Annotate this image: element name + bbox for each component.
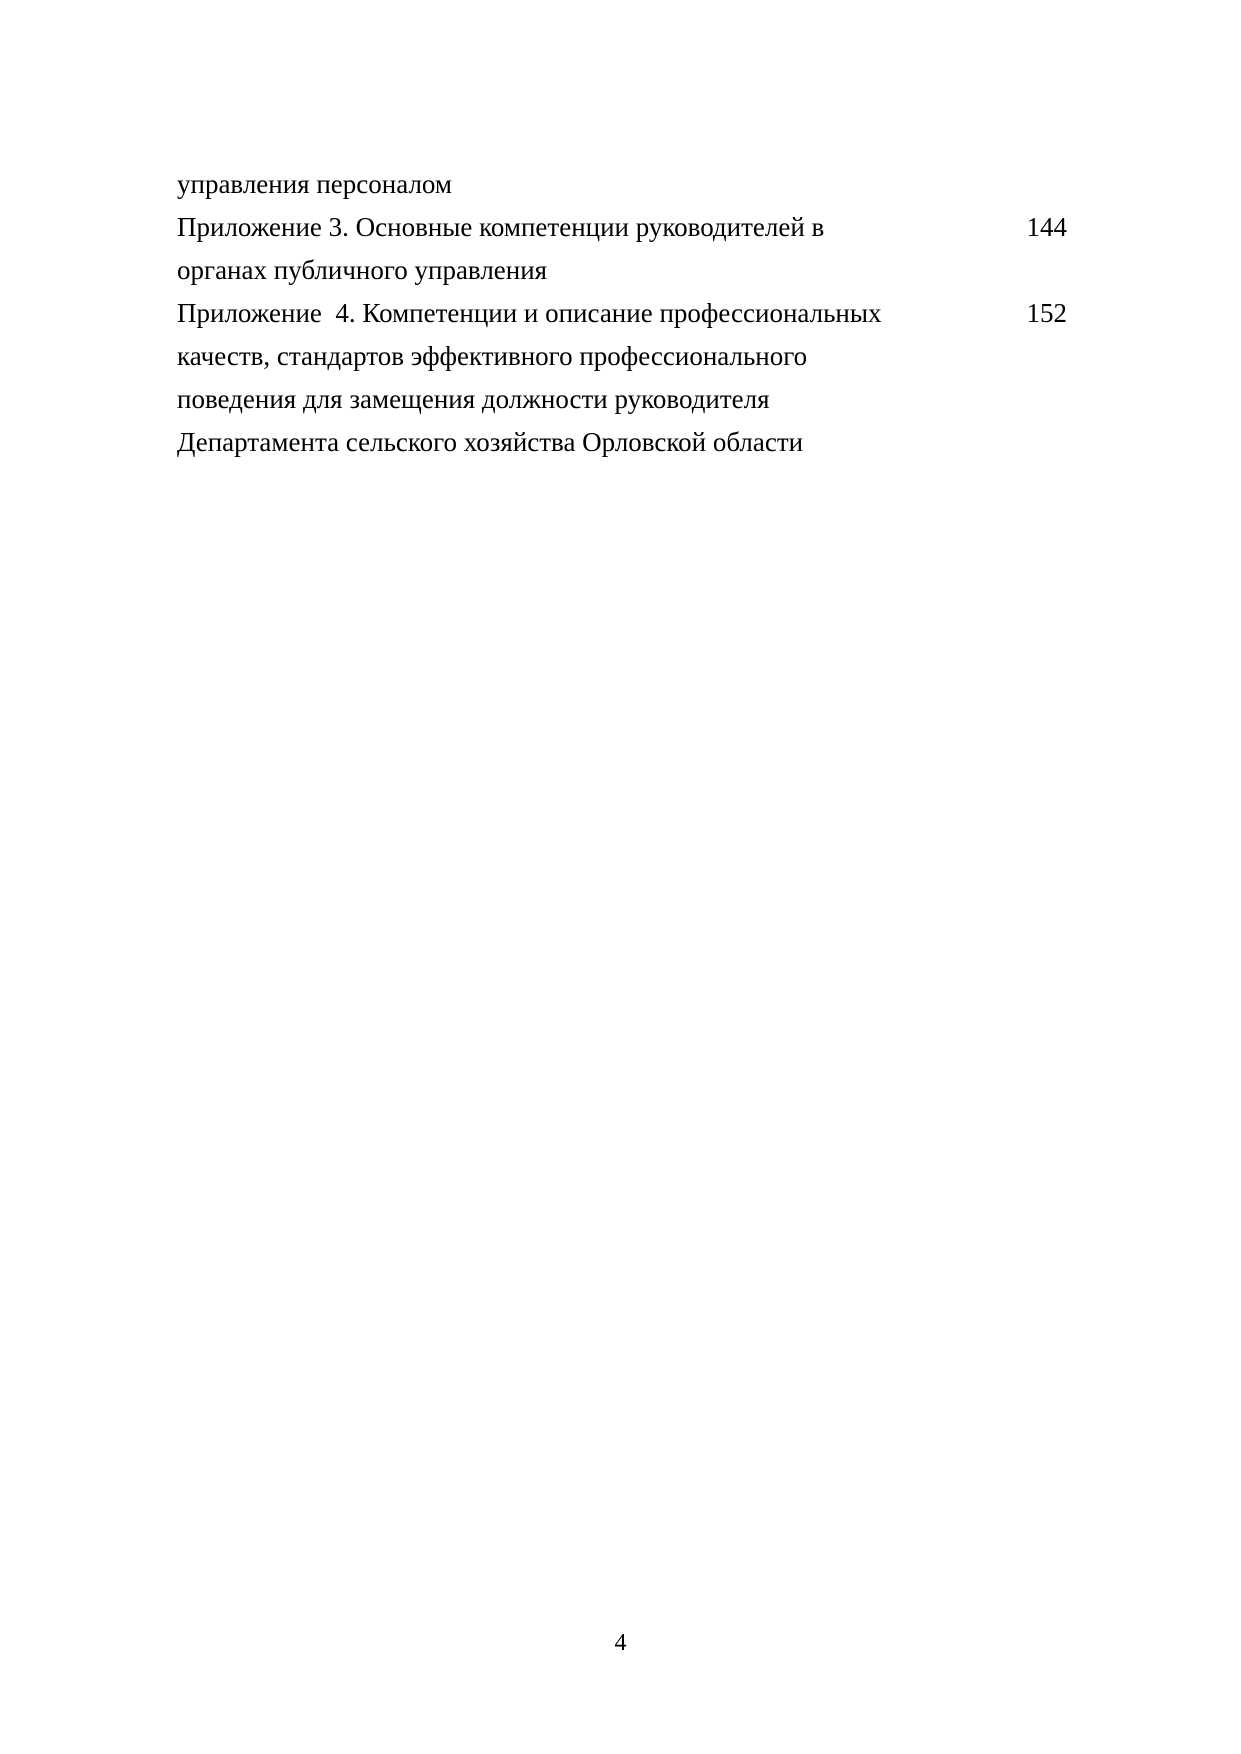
toc-entry-text: органах публичного управления	[177, 255, 548, 285]
toc-line	[177, 206, 1067, 249]
toc-line	[177, 292, 1067, 335]
toc-entry-text: управления персоналом	[177, 169, 452, 199]
toc-line	[177, 378, 1067, 421]
toc-line	[177, 335, 1067, 378]
toc-page-number: 144	[1026, 212, 1067, 242]
page-number: 4	[614, 1630, 627, 1656]
toc-line	[177, 163, 1067, 206]
toc-line	[177, 249, 1067, 292]
toc-page-number: 152	[1026, 298, 1067, 328]
toc-entry-text: качеств, стандартов эффективного профессионального	[177, 341, 808, 371]
toc-line	[177, 421, 1067, 464]
toc-entry-text: Департамента сельского хозяйства Орловской области	[177, 427, 804, 457]
toc-entry-text: поведения для замещения должности руководителя	[177, 384, 770, 414]
table-of-contents	[177, 163, 1067, 464]
toc-entry-text: Приложение 3. Основные компетенции руководителей в	[177, 212, 825, 242]
toc-entry-text: Приложение 4. Компетенции и описание профессиональных	[177, 298, 882, 328]
